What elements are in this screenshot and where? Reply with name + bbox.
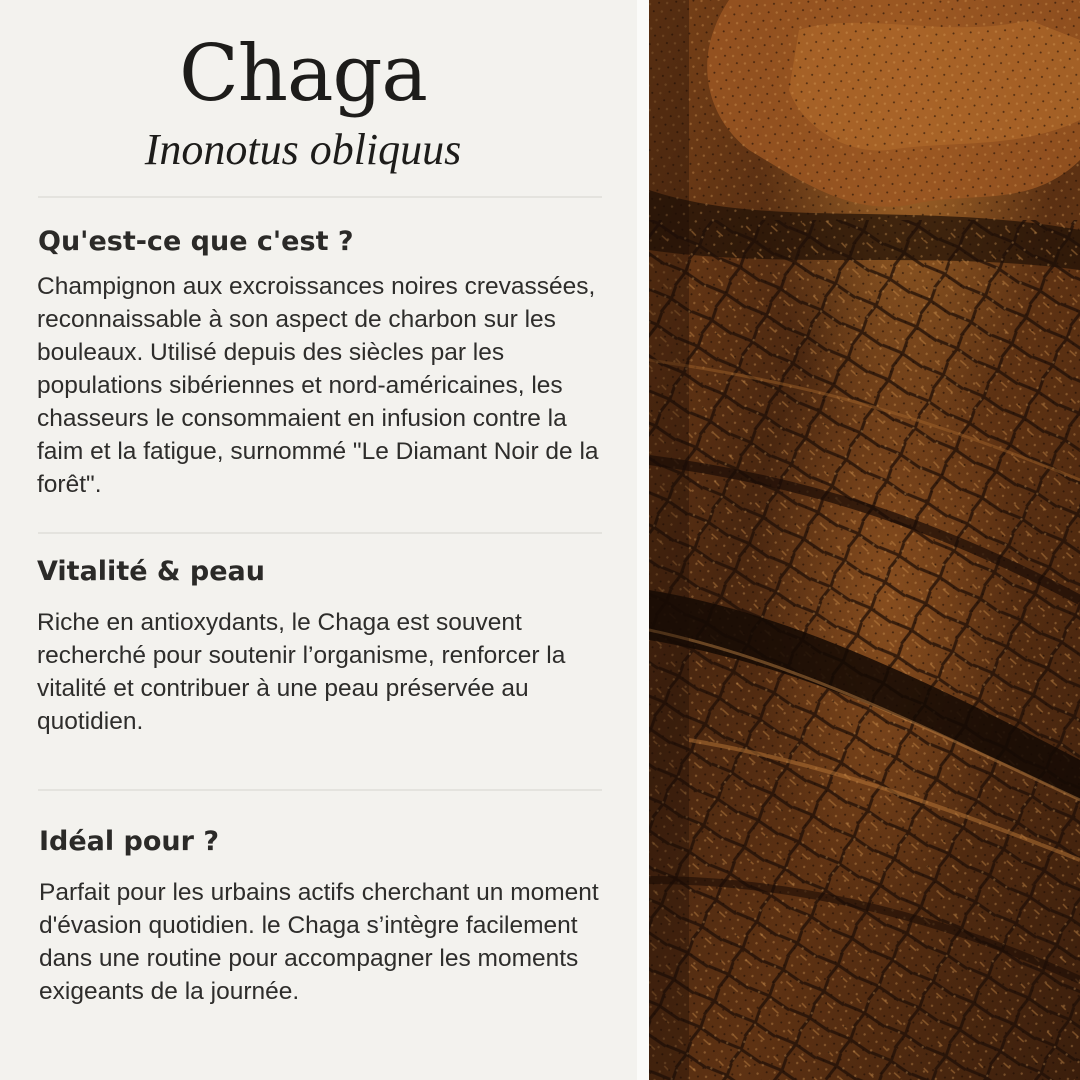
divider-top [38,196,602,198]
panel-separator [637,0,649,1080]
chaga-bark-photo [649,0,1080,1080]
section-body-vitality: Riche en antioxydants, le Chaga est souvent recherché pour soutenir l’organisme, renforcer la vitalité et contribuer à une peau préservée au quotidien. [37,609,566,735]
divider-bottom [38,789,602,791]
latin-name-subtitle: Inonotus obliquus [144,125,462,174]
section-body-what-is-it: Champignon aux excroissances noires crevassées, reconnaissable à son aspect de charbon sur les bouleaux. Utilisé depuis des siècles par les populations sibériennes et nord-américaines, les chasseurs le consommaient en infusion contre la faim et la fatigue, surnommé "Le Diamant Noir de la forêt". [37,273,599,498]
section-heading-vitality: Vitalité & peau [37,556,265,587]
section-heading-ideal-for: Idéal pour ? [39,826,220,857]
divider-middle [38,532,602,534]
section-heading-what-is-it: Qu'est-ce que c'est ? [38,226,354,257]
bark-texture-illustration [649,0,1080,1080]
page-title: Chaga [179,29,427,119]
section-body-ideal-for: Parfait pour les urbains actifs cherchant un moment d'évasion quotidien. le Chaga s’intègre facilement dans une routine pour accompagner les moments exigeants de la journée. [39,879,599,1005]
